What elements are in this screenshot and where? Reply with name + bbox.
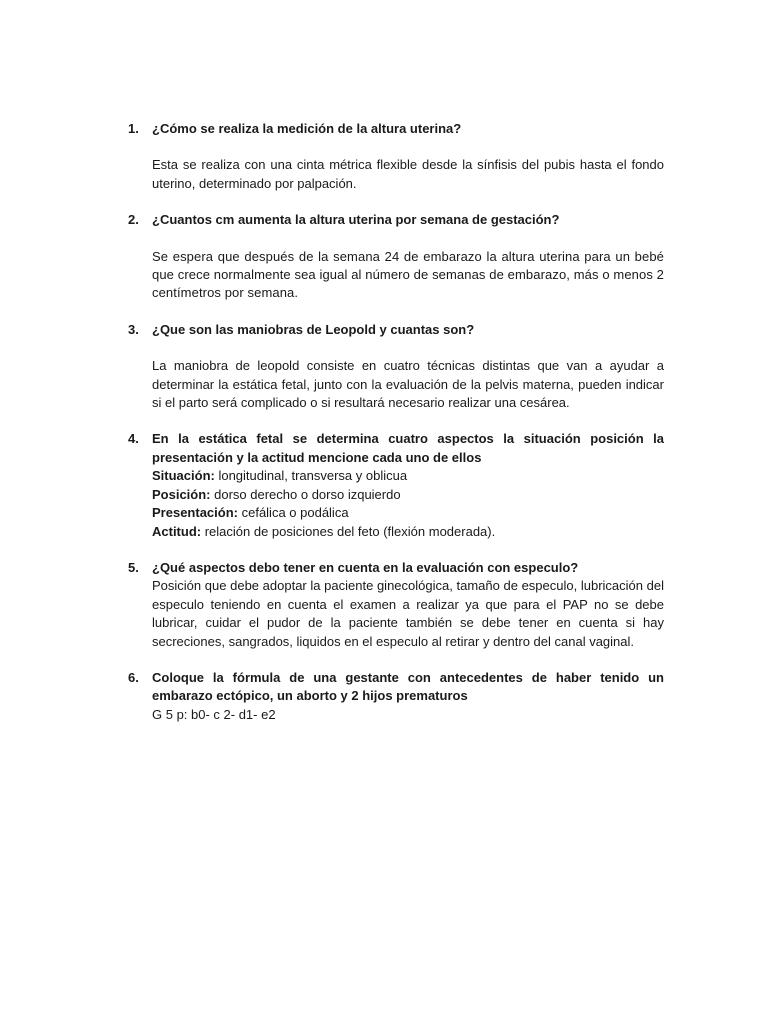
definition-situacion — [152, 467, 664, 485]
item-number: 1. — [128, 121, 139, 136]
definition-presentacion — [152, 504, 664, 522]
definition-term: Situación: — [152, 468, 215, 484]
list-item — [128, 669, 664, 724]
question-text: ¿Qué aspectos debo tener en cuenta en la evaluación con especulo? — [152, 559, 579, 575]
list-item — [128, 321, 664, 413]
definition-term: Actitud: — [152, 523, 202, 539]
question-text: ¿Que son las maniobras de Leopold y cuantas son? — [152, 321, 475, 337]
question-text: En la estática fetal se determina cuatro aspectos la situación posición la presentación y la actitud mencione cada uno de ellos — [152, 431, 664, 465]
question-text: Coloque la fórmula de una gestante con antecedentes de haber tenido un embarazo ectópico, un aborto y 2 hijos prematuros — [152, 669, 664, 704]
list-item — [128, 120, 664, 193]
definition-text: dorso derecho o dorso izquierdo — [210, 486, 401, 502]
definition-text: cefálica o podálica — [237, 505, 349, 521]
document-body — [128, 120, 664, 742]
definition-term: Presentación: — [152, 505, 238, 521]
item-number: 4. — [128, 431, 139, 447]
item-number: 2. — [128, 212, 139, 228]
list-item — [128, 559, 664, 651]
list-item — [128, 211, 664, 303]
definition-term: Posición: — [152, 486, 211, 502]
definition-actitud — [152, 523, 664, 541]
answer-text: Posición que debe adoptar la paciente ginecológica, tamaño de especulo, lubricación del especulo teniendo en cuenta el examen a realizar ya que para el PAP no se debe lubricar, cuidar el pudor de la paciente también se debe tener en cuenta si hay secreciones, sangrados, liquidos en el especulo al retirar y dentro del canal vaginal. — [152, 578, 664, 649]
question-text: ¿Cuantos cm aumenta la altura uterina por semana de gestación? — [152, 212, 560, 228]
item-number: 3. — [128, 321, 139, 337]
list-item — [128, 430, 664, 540]
answer-text: La maniobra de leopold consiste en cuatro técnicas distintas que van a ayudar a determinar la estática fetal, junto con la evaluación de la pelvis materna, pueden indicar si el parto será complicado o si resultará necesario realizar una cesárea. — [152, 358, 664, 411]
item-number: 5. — [128, 559, 139, 575]
item-number: 6. — [128, 669, 139, 685]
answer-text: Esta se realiza con una cinta métrica flexible desde la sínfisis del pubis hasta el fondo uterino, determinado por palpación. — [152, 157, 664, 191]
answer-text: Se espera que después de la semana 24 de embarazo la altura uterina para un bebé que crece normalmente sea igual al número de semanas de embarazo, más o menos 2 centímetros por semana. — [152, 248, 664, 301]
question-text: ¿Cómo se realiza la medición de la altura uterina? — [152, 121, 462, 136]
definition-text: longitudinal, transversa y oblicua — [214, 468, 408, 484]
answer-text: G 5 p: b0- c 2- d1- e2 — [152, 706, 276, 722]
definition-posicion — [152, 486, 664, 504]
definition-text: relación de posiciones del feto (flexión moderada). — [201, 523, 496, 539]
